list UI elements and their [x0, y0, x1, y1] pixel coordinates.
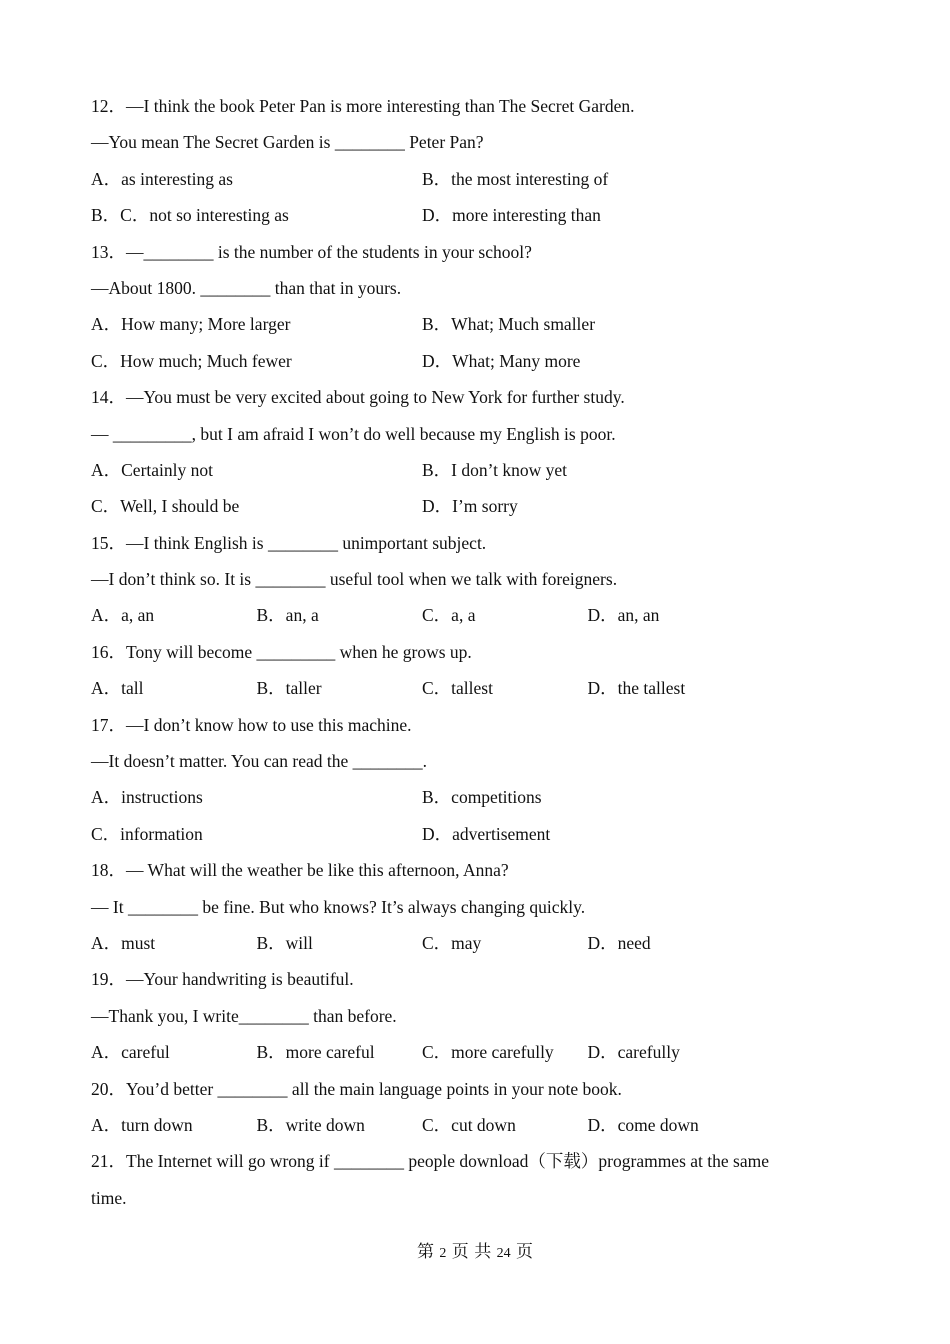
question-block — [91, 234, 861, 380]
answer-option: D．What; Many more — [422, 350, 581, 371]
question-block — [91, 961, 861, 1070]
answer-option: D．I’m sorry — [422, 496, 518, 517]
question-line: —Thank you, I write________ than before. — [91, 1005, 397, 1026]
answer-option: B．an, a — [256, 605, 319, 626]
footer-prefix: 第 — [416, 1242, 434, 1262]
answer-option: A．tall — [91, 678, 144, 699]
answer-option: B．I don’t know yet — [422, 459, 568, 480]
question-stem: 17．—I don’t know how to use this machine. — [91, 714, 412, 735]
question-line: —You mean The Secret Garden is ________ Peter Pan? — [91, 132, 484, 153]
question-stem: 13．—________ is the number of the students in your school? — [91, 241, 532, 262]
answer-option: B．taller — [256, 678, 322, 699]
question-line: —I don’t think so. It is ________ useful tool when we talk with foreigners. — [91, 569, 618, 590]
option-row — [91, 1034, 861, 1070]
answer-option: B．What; Much smaller — [422, 314, 596, 335]
answer-option: D．more interesting than — [422, 205, 601, 226]
answer-option: C．may — [422, 932, 482, 953]
footer-total-pages: 24 — [496, 1246, 511, 1261]
answer-option: C．more carefully — [422, 1042, 554, 1063]
question-stem: 19．—Your handwriting is beautiful. — [91, 969, 354, 990]
answer-option: D．carefully — [587, 1042, 680, 1063]
answer-option: A．careful — [91, 1042, 170, 1063]
answer-option: A．How many; More larger — [91, 314, 291, 335]
answer-option: D．the tallest — [587, 678, 686, 699]
answer-option: A．a, an — [91, 605, 155, 626]
answer-option: B．more careful — [256, 1042, 375, 1063]
page-footer — [0, 1237, 950, 1262]
question-stem: 18．— What will the weather be like this afternoon, Anna? — [91, 860, 509, 881]
question-stem: 12．—I think the book Peter Pan is more interesting than The Secret Garden. — [91, 96, 635, 116]
footer-middle: 页 共 — [451, 1242, 492, 1262]
answer-option: C．How much; Much fewer — [91, 350, 292, 371]
answer-option: A．instructions — [91, 787, 203, 808]
option-row — [91, 1107, 861, 1143]
answer-option: C．cut down — [422, 1114, 516, 1135]
question-block — [91, 1071, 861, 1144]
answer-option: C．Well, I should be — [91, 496, 240, 517]
option-row — [91, 197, 861, 233]
question-line: —About 1800. ________ than that in yours. — [91, 277, 402, 298]
footer-suffix: 页 — [516, 1242, 534, 1262]
answer-option: B．write down — [256, 1114, 365, 1135]
footer-page-number: 2 — [439, 1246, 447, 1261]
question-stem: 16．Tony will become _________ when he grows up. — [91, 641, 472, 662]
option-row — [91, 816, 861, 852]
option-row — [91, 670, 861, 706]
question-stem: 15．—I think English is ________ unimportant subject. — [91, 532, 487, 553]
answer-option: D．an, an — [587, 605, 660, 626]
option-row — [91, 779, 861, 815]
answer-option: B．the most interesting of — [422, 168, 609, 189]
question-block — [91, 525, 861, 634]
answer-option: C．information — [91, 823, 203, 844]
answer-option: D．need — [587, 932, 651, 953]
option-row — [91, 343, 861, 379]
option-row — [91, 925, 861, 961]
option-row — [91, 306, 861, 342]
question-line: time. — [91, 1187, 127, 1208]
option-row — [91, 452, 861, 488]
question-line: — _________, but I am afraid I won’t do well because my English is poor. — [91, 423, 616, 444]
answer-option: A．as interesting as — [91, 168, 233, 189]
answer-option: D．advertisement — [422, 823, 551, 844]
answer-option: B．will — [256, 932, 313, 953]
option-row — [91, 161, 861, 197]
answer-option: B．C．not so interesting as — [91, 205, 289, 226]
answer-option: C．a, a — [422, 605, 476, 626]
answer-option: D．come down — [587, 1114, 699, 1135]
question-block — [91, 634, 861, 707]
question-stem: 20．You’d better ________ all the main language points in your note book. — [91, 1078, 622, 1099]
question-block — [91, 707, 861, 853]
question-block — [91, 1143, 861, 1216]
answer-option: C．tallest — [422, 678, 493, 699]
answer-option: A．must — [91, 932, 156, 953]
question-block — [91, 852, 861, 961]
answer-option: B．competitions — [422, 787, 542, 808]
question-line: — It ________ be fine. But who knows? It’s always changing quickly. — [91, 896, 586, 917]
answer-option: A．turn down — [91, 1114, 193, 1135]
document-page — [91, 88, 861, 1216]
question-stem: 14．—You must be very excited about going to New York for further study. — [91, 387, 625, 408]
question-block — [91, 88, 861, 234]
question-line: —It doesn’t matter. You can read the ________. — [91, 751, 428, 772]
question-block — [91, 379, 861, 525]
question-stem: 21．The Internet will go wrong if ________ people download（下载）programmes at the same — [91, 1151, 769, 1172]
answer-option: A．Certainly not — [91, 459, 213, 480]
option-row — [91, 488, 861, 524]
option-row — [91, 597, 861, 633]
